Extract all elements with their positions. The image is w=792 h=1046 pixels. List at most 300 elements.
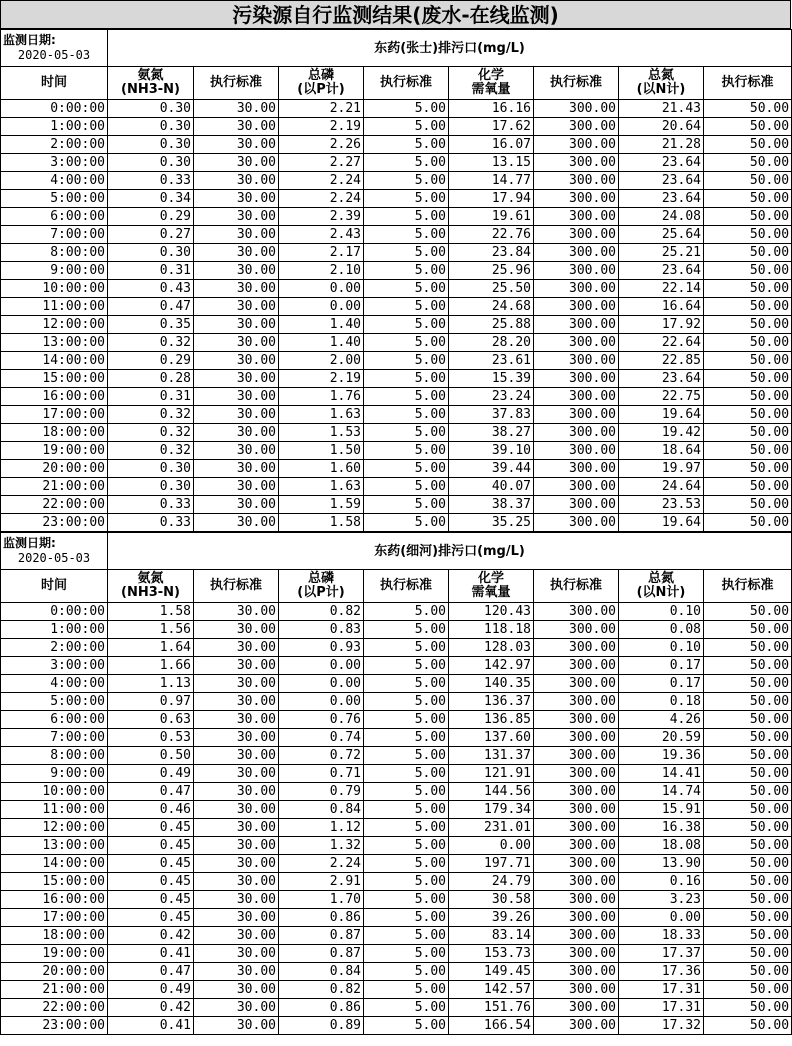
column-header: [1, 67, 108, 100]
table-row: [1, 442, 792, 460]
table-cell: 3:00:00: [1, 657, 108, 675]
table-cell: 22.14: [619, 280, 704, 298]
table-cell: 5.00: [364, 298, 449, 316]
table-cell: 5.00: [364, 244, 449, 262]
table-cell: 5.00: [364, 891, 449, 909]
table-row: [1, 496, 792, 514]
table-cell: 0.33: [108, 172, 194, 190]
table-cell: 5.00: [364, 334, 449, 352]
table-cell: 0:00:00: [1, 100, 108, 118]
table-cell: 300.00: [534, 406, 619, 424]
table-cell: 300.00: [534, 765, 619, 783]
table-cell: 17.62: [449, 118, 534, 136]
column-header-line1: 氨氮: [137, 68, 164, 83]
table-cell: 5.00: [364, 1017, 449, 1035]
table-cell: 19.64: [619, 406, 704, 424]
table-cell: 0.30: [108, 460, 194, 478]
column-header-line1: 总磷: [307, 571, 334, 586]
table-cell: 17:00:00: [1, 909, 108, 927]
table-cell: 23.64: [619, 190, 704, 208]
table-cell: 30.00: [194, 280, 279, 298]
table-cell: 17.92: [619, 316, 704, 334]
column-header-line1: 总氮: [647, 68, 674, 83]
table-cell: 50.00: [704, 639, 792, 657]
table-cell: 17.32: [619, 1017, 704, 1035]
table-cell: 24.79: [449, 873, 534, 891]
table-cell: 25.96: [449, 262, 534, 280]
section-header-row: [1, 533, 792, 570]
table-cell: 50.00: [704, 963, 792, 981]
table-row: [1, 855, 792, 873]
column-header-line1: 执行标准: [549, 75, 602, 90]
table-cell: 0:00:00: [1, 603, 108, 621]
table-cell: 8:00:00: [1, 747, 108, 765]
table-cell: 50.00: [704, 496, 792, 514]
table-cell: 20:00:00: [1, 460, 108, 478]
table-cell: 50.00: [704, 1017, 792, 1035]
table-cell: 23.64: [619, 262, 704, 280]
table-cell: 131.37: [449, 747, 534, 765]
table-cell: 0.35: [108, 316, 194, 334]
table-cell: 0.84: [279, 963, 364, 981]
table-cell: 0.41: [108, 945, 194, 963]
column-header-line1: 执行标准: [379, 75, 432, 90]
table-cell: 5.00: [364, 316, 449, 334]
table-cell: 15:00:00: [1, 370, 108, 388]
column-header-line2: (以P计): [297, 82, 345, 97]
column-header-line2: 需氧量: [471, 585, 511, 600]
table-cell: 0.45: [108, 837, 194, 855]
table-cell: 300.00: [534, 172, 619, 190]
table-row: [1, 226, 792, 244]
table-cell: 9:00:00: [1, 262, 108, 280]
table-cell: 5.00: [364, 406, 449, 424]
table-cell: 5.00: [364, 747, 449, 765]
table-cell: 0.17: [619, 657, 704, 675]
column-header: [364, 67, 449, 100]
table-row: [1, 873, 792, 891]
column-header: [534, 570, 619, 603]
table-cell: 0.86: [279, 909, 364, 927]
table-cell: 0.63: [108, 711, 194, 729]
column-header-line1: 执行标准: [721, 578, 774, 593]
table-cell: 300.00: [534, 711, 619, 729]
table-cell: 21.43: [619, 100, 704, 118]
table-cell: 0.00: [619, 909, 704, 927]
table-cell: 24.08: [619, 208, 704, 226]
table-cell: 5.00: [364, 855, 449, 873]
table-cell: 19.97: [619, 460, 704, 478]
table-cell: 50.00: [704, 621, 792, 639]
table-cell: 18:00:00: [1, 424, 108, 442]
table-cell: 30.00: [194, 783, 279, 801]
table-cell: 0.00: [449, 837, 534, 855]
table-row: [1, 819, 792, 837]
table-cell: 3.23: [619, 891, 704, 909]
table-cell: 2.19: [279, 118, 364, 136]
table-cell: 50.00: [704, 460, 792, 478]
table-cell: 0.00: [279, 298, 364, 316]
table-cell: 5.00: [364, 729, 449, 747]
table-row: [1, 1017, 792, 1035]
table-cell: 231.01: [449, 819, 534, 837]
table-cell: 300.00: [534, 945, 619, 963]
table-cell: 5.00: [364, 675, 449, 693]
table-cell: 5.00: [364, 981, 449, 999]
table-cell: 0.10: [619, 639, 704, 657]
table-cell: 5.00: [364, 478, 449, 496]
table-cell: 50.00: [704, 837, 792, 855]
table-row: [1, 406, 792, 424]
table-cell: 30.00: [194, 657, 279, 675]
table-cell: 5.00: [364, 693, 449, 711]
table-cell: 35.25: [449, 514, 534, 532]
column-header-line2: 需氧量: [471, 82, 511, 97]
table-cell: 300.00: [534, 621, 619, 639]
table-cell: 30.00: [194, 927, 279, 945]
table-cell: 50.00: [704, 945, 792, 963]
table-cell: 30.00: [194, 172, 279, 190]
table-cell: 5.00: [364, 873, 449, 891]
table-cell: 300.00: [534, 981, 619, 999]
column-header-line1: 化学: [477, 68, 504, 83]
table-cell: 120.43: [449, 603, 534, 621]
table-cell: 11:00:00: [1, 801, 108, 819]
table-cell: 1.76: [279, 388, 364, 406]
table-cell: 5.00: [364, 621, 449, 639]
table-cell: 50.00: [704, 154, 792, 172]
table-cell: 7:00:00: [1, 226, 108, 244]
table-cell: 300.00: [534, 136, 619, 154]
table-cell: 23.84: [449, 244, 534, 262]
table-row: [1, 172, 792, 190]
table-cell: 30.00: [194, 136, 279, 154]
table-cell: 30.00: [194, 711, 279, 729]
table-cell: 50.00: [704, 729, 792, 747]
table-cell: 5.00: [364, 460, 449, 478]
table-cell: 153.73: [449, 945, 534, 963]
table-cell: 18:00:00: [1, 927, 108, 945]
column-header: [704, 67, 792, 100]
table-row: [1, 136, 792, 154]
table-cell: 0.33: [108, 514, 194, 532]
table-cell: 50.00: [704, 747, 792, 765]
table-cell: 22.76: [449, 226, 534, 244]
table-cell: 19.42: [619, 424, 704, 442]
table-cell: 5.00: [364, 657, 449, 675]
table-cell: 0.16: [619, 873, 704, 891]
table-cell: 50.00: [704, 280, 792, 298]
table-cell: 0.00: [279, 280, 364, 298]
table-cell: 2.24: [279, 855, 364, 873]
table-cell: 21.28: [619, 136, 704, 154]
table-cell: 30.00: [194, 873, 279, 891]
table-cell: 2.17: [279, 244, 364, 262]
table-cell: 5.00: [364, 819, 449, 837]
table-cell: 0.17: [619, 675, 704, 693]
table-cell: 30.00: [194, 118, 279, 136]
table-cell: 0.31: [108, 262, 194, 280]
table-cell: 0.47: [108, 783, 194, 801]
table-cell: 14:00:00: [1, 855, 108, 873]
table-cell: 21:00:00: [1, 981, 108, 999]
table-cell: 4:00:00: [1, 172, 108, 190]
table-cell: 2.21: [279, 100, 364, 118]
table-cell: 151.76: [449, 999, 534, 1017]
table-row: [1, 837, 792, 855]
table-cell: 38.37: [449, 496, 534, 514]
table-cell: 1.40: [279, 334, 364, 352]
table-cell: 4.26: [619, 711, 704, 729]
section-header-row: [1, 30, 792, 67]
table-cell: 17:00:00: [1, 406, 108, 424]
table-cell: 0.08: [619, 621, 704, 639]
table-cell: 23.64: [619, 154, 704, 172]
table-row: [1, 891, 792, 909]
table-row: [1, 190, 792, 208]
table-cell: 30.00: [194, 154, 279, 172]
table-cell: 50.00: [704, 118, 792, 136]
column-header-line1: 时间: [40, 75, 67, 90]
table-cell: 2:00:00: [1, 639, 108, 657]
table-cell: 50.00: [704, 819, 792, 837]
table-row: [1, 370, 792, 388]
table-cell: 22:00:00: [1, 999, 108, 1017]
table-cell: 0.45: [108, 873, 194, 891]
table-row: [1, 783, 792, 801]
table-cell: 0.49: [108, 765, 194, 783]
table-cell: 118.18: [449, 621, 534, 639]
table-cell: 50.00: [704, 657, 792, 675]
table-cell: 142.97: [449, 657, 534, 675]
column-header-line2: (NH3-N): [121, 585, 180, 600]
table-cell: 18.64: [619, 442, 704, 460]
table-cell: 5.00: [364, 603, 449, 621]
table-cell: 0.45: [108, 819, 194, 837]
table-cell: 5.00: [364, 352, 449, 370]
table-cell: 7:00:00: [1, 729, 108, 747]
table-cell: 5:00:00: [1, 190, 108, 208]
table-cell: 1.66: [108, 657, 194, 675]
table-row: [1, 388, 792, 406]
table-cell: 0.74: [279, 729, 364, 747]
table-cell: 300.00: [534, 226, 619, 244]
table-cell: 300.00: [534, 927, 619, 945]
table-cell: 300.00: [534, 873, 619, 891]
column-header-line2: (以N计): [636, 585, 686, 600]
table-cell: 0.83: [279, 621, 364, 639]
table-cell: 300.00: [534, 370, 619, 388]
column-header: [108, 67, 194, 100]
table-cell: 25.88: [449, 316, 534, 334]
table-cell: 0.18: [619, 693, 704, 711]
table-cell: 37.83: [449, 406, 534, 424]
table-cell: 16.64: [619, 298, 704, 316]
table-cell: 300.00: [534, 657, 619, 675]
table-cell: 15.39: [449, 370, 534, 388]
table-cell: 140.35: [449, 675, 534, 693]
column-header: [194, 67, 279, 100]
table-cell: 30.00: [194, 478, 279, 496]
table-cell: 50.00: [704, 909, 792, 927]
table-cell: 17.31: [619, 999, 704, 1017]
table-cell: 50.00: [704, 190, 792, 208]
table-cell: 30.00: [194, 190, 279, 208]
table-cell: 50.00: [704, 136, 792, 154]
table-cell: 300.00: [534, 729, 619, 747]
table-row: [1, 999, 792, 1017]
table-cell: 300.00: [534, 837, 619, 855]
table-cell: 1.32: [279, 837, 364, 855]
table-row: [1, 352, 792, 370]
table-cell: 300.00: [534, 747, 619, 765]
table-cell: 1.63: [279, 478, 364, 496]
table-row: [1, 460, 792, 478]
table-row: [1, 298, 792, 316]
column-header: [619, 570, 704, 603]
monitoring-date-label: 监测日期:: [3, 536, 56, 550]
table-cell: 14.77: [449, 172, 534, 190]
table-cell: 23.64: [619, 172, 704, 190]
table-row: [1, 729, 792, 747]
table-cell: 2.39: [279, 208, 364, 226]
table-cell: 300.00: [534, 819, 619, 837]
monitoring-date-value: 2020-05-03: [17, 551, 91, 565]
table-cell: 30.00: [194, 406, 279, 424]
table-cell: 0.32: [108, 442, 194, 460]
table-cell: 16.38: [619, 819, 704, 837]
table-cell: 50.00: [704, 100, 792, 118]
table-cell: 17.37: [619, 945, 704, 963]
table-cell: 300.00: [534, 100, 619, 118]
column-header: [108, 570, 194, 603]
table-cell: 19.61: [449, 208, 534, 226]
table-cell: 50.00: [704, 316, 792, 334]
table-cell: 12:00:00: [1, 819, 108, 837]
table-cell: 38.27: [449, 424, 534, 442]
table-cell: 30.00: [194, 460, 279, 478]
table-cell: 0.86: [279, 999, 364, 1017]
table-row: [1, 621, 792, 639]
table-row: [1, 981, 792, 999]
table-row: [1, 514, 792, 532]
table-cell: 300.00: [534, 460, 619, 478]
outlet-name: 东药(张士)排污口(mg/L): [108, 30, 792, 67]
table-row: [1, 675, 792, 693]
table-cell: 1.70: [279, 891, 364, 909]
table-cell: 179.34: [449, 801, 534, 819]
table-cell: 300.00: [534, 693, 619, 711]
table-cell: 1.56: [108, 621, 194, 639]
table-cell: 300.00: [534, 280, 619, 298]
table-cell: 5.00: [364, 370, 449, 388]
table-cell: 19.64: [619, 514, 704, 532]
table-cell: 30.00: [194, 316, 279, 334]
table-cell: 0.27: [108, 226, 194, 244]
table-cell: 300.00: [534, 1017, 619, 1035]
table-cell: 23.24: [449, 388, 534, 406]
table-cell: 2.91: [279, 873, 364, 891]
column-header: [619, 67, 704, 100]
column-header: [1, 570, 108, 603]
table-cell: 300.00: [534, 891, 619, 909]
table-cell: 23.53: [619, 496, 704, 514]
table-cell: 0.97: [108, 693, 194, 711]
table-cell: 5.00: [364, 711, 449, 729]
table-cell: 300.00: [534, 963, 619, 981]
table-cell: 0.53: [108, 729, 194, 747]
table-cell: 3:00:00: [1, 154, 108, 172]
table-cell: 50.00: [704, 514, 792, 532]
table-cell: 50.00: [704, 334, 792, 352]
table-cell: 23:00:00: [1, 514, 108, 532]
monitoring-date-value: 2020-05-03: [17, 48, 91, 62]
table-cell: 18.33: [619, 927, 704, 945]
table-cell: 30.00: [194, 334, 279, 352]
table-cell: 30.00: [194, 891, 279, 909]
table-cell: 24.64: [619, 478, 704, 496]
table-cell: 50.00: [704, 424, 792, 442]
table-cell: 30.00: [194, 621, 279, 639]
table-cell: 300.00: [534, 675, 619, 693]
table-row: [1, 945, 792, 963]
table-row: [1, 927, 792, 945]
table-cell: 30.00: [194, 352, 279, 370]
table-cell: 16.16: [449, 100, 534, 118]
table-cell: 5:00:00: [1, 693, 108, 711]
table-row: [1, 603, 792, 621]
table-cell: 50.00: [704, 370, 792, 388]
table-cell: 0.00: [279, 693, 364, 711]
table-cell: 30.00: [194, 747, 279, 765]
column-header-line2: (以N计): [636, 82, 686, 97]
table-cell: 14.74: [619, 783, 704, 801]
table-cell: 300.00: [534, 352, 619, 370]
table-cell: 16.07: [449, 136, 534, 154]
table-cell: 0.30: [108, 118, 194, 136]
column-header: [449, 570, 534, 603]
table-cell: 20.64: [619, 118, 704, 136]
column-header-line2: (以P计): [297, 585, 345, 600]
table-cell: 30.00: [194, 208, 279, 226]
monitoring-date-label: 监测日期:: [3, 33, 56, 47]
table-cell: 0.32: [108, 334, 194, 352]
table-cell: 5.00: [364, 963, 449, 981]
report-title: 污染源自行监测结果(废水-在线监测): [0, 0, 791, 29]
table-cell: 2.24: [279, 172, 364, 190]
table-cell: 300.00: [534, 603, 619, 621]
table-cell: 5.00: [364, 765, 449, 783]
table-cell: 15.91: [619, 801, 704, 819]
table-cell: 0.28: [108, 370, 194, 388]
table-cell: 300.00: [534, 442, 619, 460]
table-cell: 0.49: [108, 981, 194, 999]
table-row: [1, 334, 792, 352]
table-cell: 25.64: [619, 226, 704, 244]
table-cell: 30.58: [449, 891, 534, 909]
table-cell: 30.00: [194, 765, 279, 783]
table-cell: 0.71: [279, 765, 364, 783]
table-cell: 0.30: [108, 154, 194, 172]
column-header: [194, 570, 279, 603]
table-cell: 5.00: [364, 837, 449, 855]
table-cell: 121.91: [449, 765, 534, 783]
table-cell: 0.42: [108, 999, 194, 1017]
table-cell: 0.84: [279, 801, 364, 819]
table-cell: 50.00: [704, 981, 792, 999]
table-cell: 50.00: [704, 442, 792, 460]
table-cell: 5.00: [364, 927, 449, 945]
